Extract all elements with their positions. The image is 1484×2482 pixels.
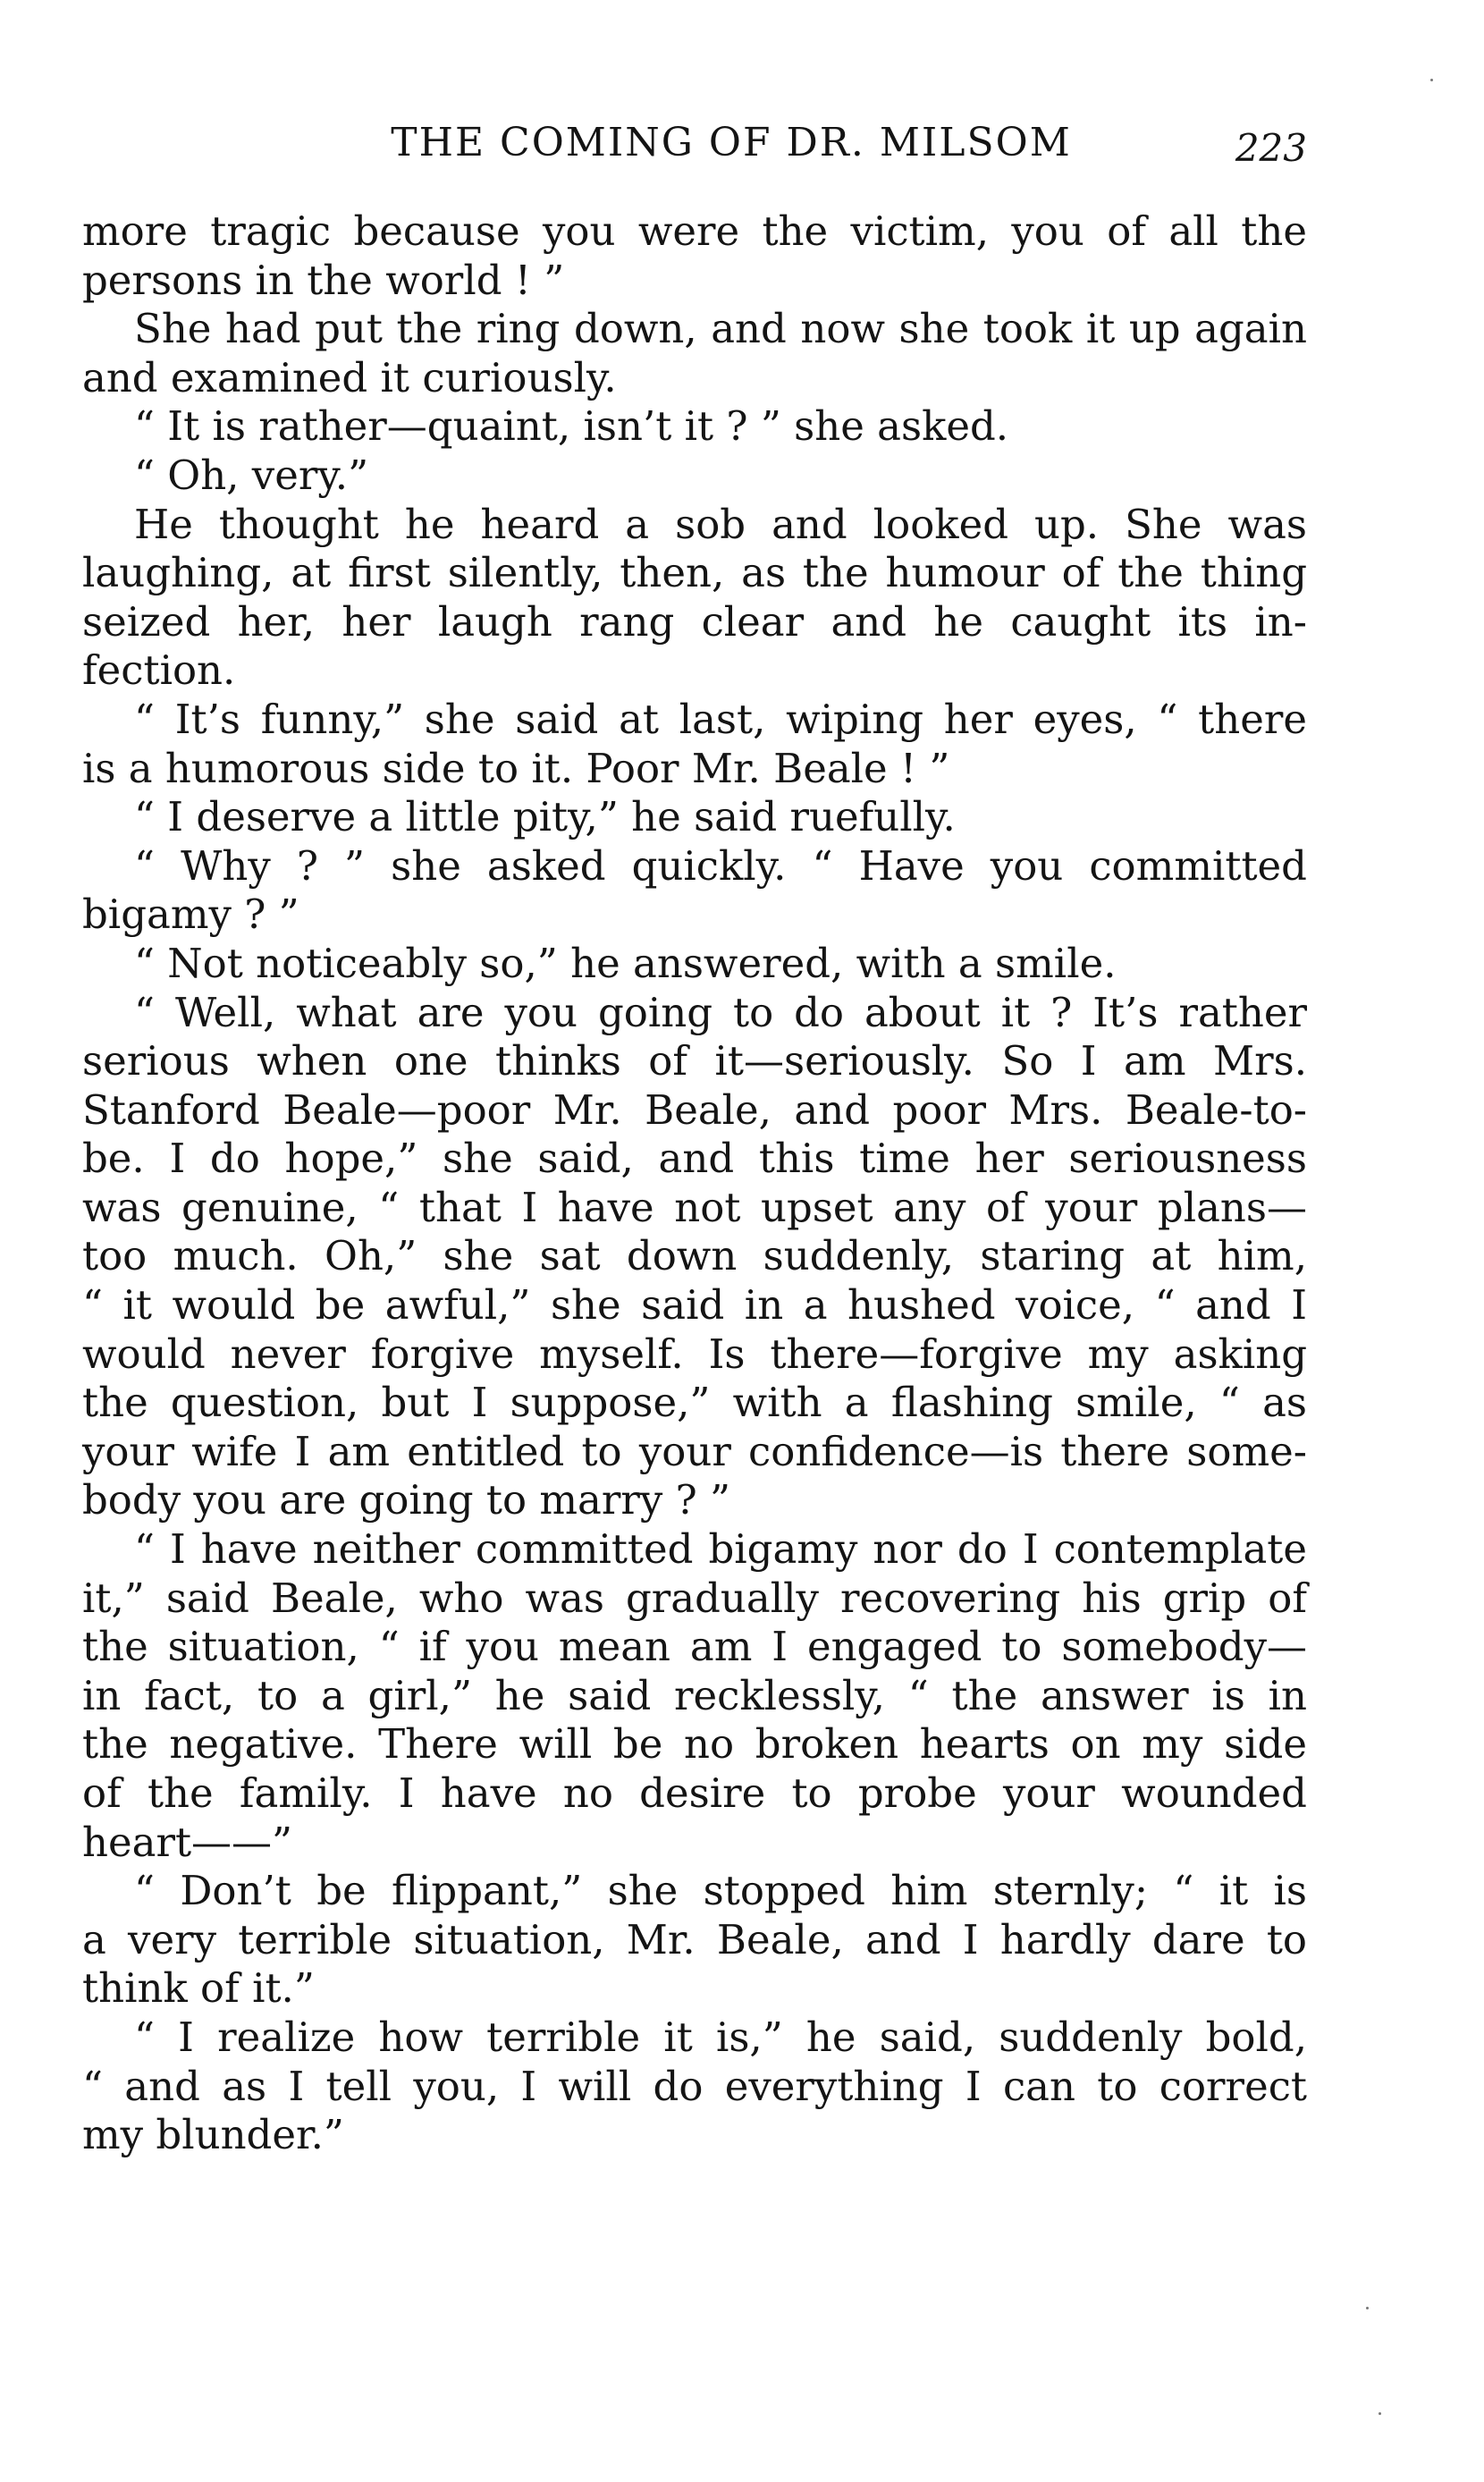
text-line: fection. (82, 646, 236, 695)
text-line: the situation, “ if you mean am I engaged to somebody— (82, 1623, 1307, 1671)
text-line: heart——” (82, 1818, 293, 1866)
text-line: “ it would be awful,” she said in a hushed voice, “ and I (82, 1281, 1307, 1330)
text-line: Stanford Beale—poor Mr. Beale, and poor Mrs. Beale-to- (82, 1085, 1307, 1134)
text-line: seized her, her laugh rang clear and he caught its in- (82, 597, 1307, 646)
text-line: a very terrible situation, Mr. Beale, and I hardly dare to (82, 1915, 1307, 1963)
text-line: persons in the world ! ” (82, 256, 565, 304)
text-line: in fact, to a girl,” he said recklessly, “ the answer is in (82, 1671, 1307, 1719)
text-line: “ Well, what are you going to do about it ? It’s rather (134, 988, 1307, 1036)
text-line: “ Why ? ” she asked quickly. “ Have you committed (134, 841, 1307, 890)
text-line: “ It is rather—quaint, isn’t it ? ” she asked. (134, 402, 1009, 451)
text-line: think of it.” (82, 1964, 315, 2013)
body-text (82, 207, 1307, 2160)
text-line: “ I deserve a little pity,” he said ruefully. (134, 793, 956, 841)
text-line: was genuine, “ that I have not upset any of your plans— (82, 1183, 1307, 1231)
text-line: laughing, at first silently, then, as the humour of the thing (82, 549, 1307, 597)
text-line: the question, but I suppose,” with a flashing smile, “ as (82, 1379, 1307, 1427)
text-line: “ It’s funny,” she said at last, wiping her eyes, “ there (134, 695, 1307, 743)
text-line: bigamy ? ” (82, 891, 299, 939)
text-line: body you are going to marry ? ” (82, 1476, 731, 1524)
page-number: 223 (1235, 126, 1307, 170)
scan-speck (1379, 2412, 1381, 2415)
text-line: would never forgive myself. Is there—forgive my asking (82, 1330, 1307, 1378)
text-line: “ I have neither committed bigamy nor do I contemplate (134, 1525, 1307, 1574)
text-line: “ and as I tell you, I will do everything I can to correct (82, 2062, 1307, 2110)
text-line: “ Not noticeably so,” he answered, with a smile. (134, 939, 1117, 987)
text-line: “ Don’t be flippant,” she stopped him sternly; “ it is (134, 1867, 1307, 1915)
text-line: and examined it curiously. (82, 353, 617, 401)
text-line: of the family. I have no desire to probe your wounded (82, 1769, 1307, 1817)
running-title: THE COMING OF DR. MILSOM (391, 120, 1072, 165)
text-line: She had put the ring down, and now she took it up again (134, 305, 1307, 353)
text-line: my blunder.” (82, 2111, 344, 2159)
text-line: your wife I am entitled to your confidence—is there some- (82, 1427, 1307, 1475)
text-line: “ Oh, very.” (134, 451, 369, 499)
running-header (82, 116, 1307, 170)
text-line: the negative. There will be no broken hearts on my side (82, 1720, 1307, 1769)
scan-speck (1366, 2307, 1369, 2309)
scan-speck (1430, 79, 1433, 81)
text-line: too much. Oh,” she sat down suddenly, staring at him, (82, 1232, 1307, 1280)
text-line: more tragic because you were the victim, you of all the (82, 207, 1307, 255)
text-line: serious when one thinks of it—seriously. So I am Mrs. (82, 1037, 1307, 1085)
text-line: is a humorous side to it. Poor Mr. Beale ! ” (82, 744, 950, 792)
text-line: be. I do hope,” she said, and this time her seriousness (82, 1135, 1307, 1183)
text-line: “ I realize how terrible it is,” he said, suddenly bold, (134, 2013, 1307, 2061)
text-line: it,” said Beale, who was gradually recovering his grip of (82, 1574, 1307, 1622)
text-line: He thought he heard a sob and looked up. She was (134, 500, 1307, 548)
